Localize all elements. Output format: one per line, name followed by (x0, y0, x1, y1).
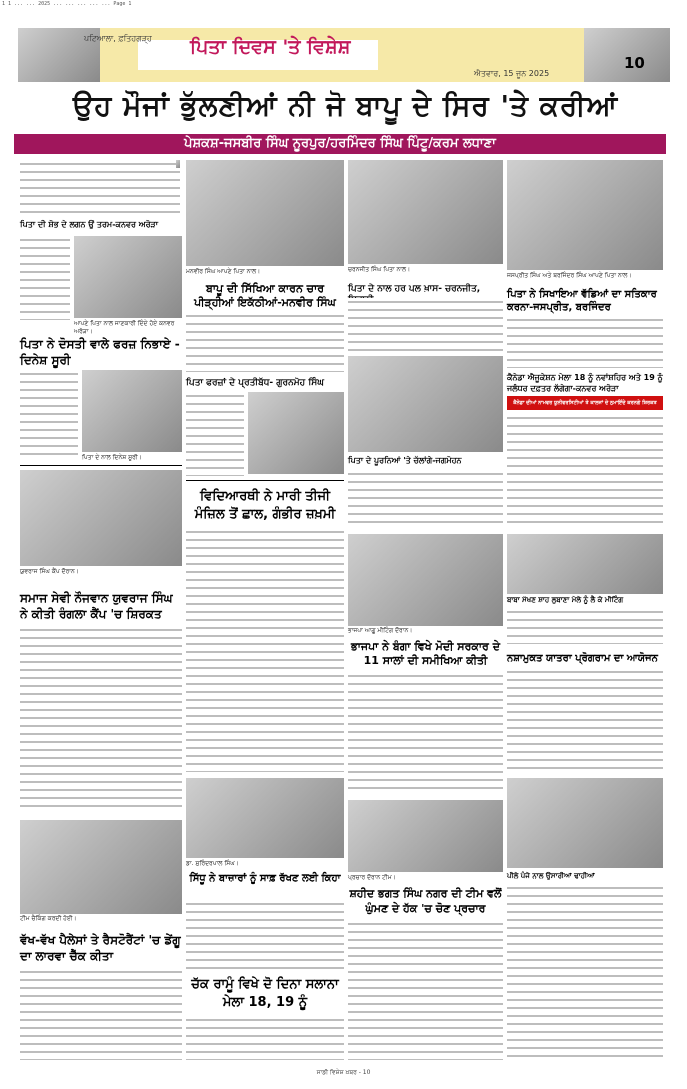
article-text (348, 920, 503, 1060)
headline-campaign: ਸ਼ਹੀਦ ਭਗਤ ਸਿੰਘ ਨਗਰ ਦੀ ਟੀਮ ਵਲੋਂ ਘੁੰਮਣ ਦੇ ਹੱਕ 'ਚ ਚੋਣ ਪ੍ਰਚਾਰ (349, 887, 502, 915)
photo-caption: ਭਾਜਪਾ ਆਗੂ ਮੀਟਿੰਗ ਦੌਰਾਨ। (348, 627, 413, 634)
jagmohan-photo (348, 356, 503, 452)
headline-jaspreet: ਪਿਤਾ ਨੇ ਸਿਖਾਇਆ ਵੱਡਿਆਂ ਦਾ ਸਤਿਕਾਰ ਕਰਨਾ-ਜਸਪ੍ਰੀਤ, ਬਰਜਿੰਦਰ (507, 289, 657, 313)
article-text (186, 900, 344, 970)
photo-caption: ਪਿਤਾ ਦੇ ਨਾਲ ਦਿਨੇਸ਼ ਸੂਰੀ। (82, 454, 142, 461)
manvir-family-photo (186, 160, 344, 266)
headline-father-blessing: ਪਿਤਾ ਦੀ ਸ਼ੋਭ ਦੇ ਲਗਨ ਉਂ ਤਰਮ-ਕਨਵਰ ਅਰੋੜਾ (20, 220, 159, 229)
article-text (348, 470, 503, 526)
banner-date: ਐਤਵਾਰ, 15 ਜੂਨ 2025 (474, 69, 550, 78)
doctor-photo (186, 778, 344, 858)
article-text (20, 236, 70, 320)
divider (20, 465, 182, 466)
photo-caption: ਯੁਵਰਾਜ ਸਿੰਘ ਕੈਂਪ ਦੌਰਾਨ। (20, 568, 79, 575)
article-text (20, 370, 78, 458)
headline-student: ਵਿਦਿਆਰਥੀ ਨੇ ਮਾਰੀ ਤੀਜੀ ਮੰਜ਼ਿਲ ਤੋਂ ਛਾਲ, ਗੰਭੀਰ ਜ਼ਖ਼ਮੀ (194, 489, 336, 522)
headline-mela: ਚੱਕ ਰਾਮੂੰ ਵਿਖੇ ਦੋ ਦਿਨਾ ਸਲਾਨਾ ਮੇਲਾ 18, 19 ਨੂੰ (191, 977, 339, 1010)
gurnmoh-photo (248, 392, 344, 474)
dinesh-suri-photo (82, 370, 182, 452)
red-subhead-banner: ਕੈਨੇਡਾ ਦੀਆਂ ਨਾਮਵਰ ਯੂਨੀਵਰਸਿਟੀਆਂ ਤੇ ਕਾਲਜਾਂ ਦੇ ਨੁਮਾਇੰਦੇ ਕਰਨਗੇ ਸ਼ਿਰਕਤ (507, 396, 663, 410)
article-text (186, 392, 244, 476)
article-text (348, 298, 503, 352)
article-text (348, 672, 503, 792)
photo-caption: ਚਰਨਜੀਤ ਸਿੰਘ ਪਿਤਾ ਨਾਲ। (348, 266, 411, 273)
main-headline: ਉਹ ਮੌਜਾਂ ਭੁੱਲਣੀਆਂ ਨੀ ਜੋ ਬਾਪੂ ਦੇ ਸਿਰ 'ਤੇ ਕਰੀਆਂ (72, 89, 619, 122)
page-footer (0, 1063, 687, 1089)
headline-charanjit: ਪਿਤਾ ਦੇ ਨਾਲ ਹਰ ਪਲ ਖ਼ਾਸ- ਚਰਨਜੀਤ, (348, 284, 481, 294)
headline-dengue: ਵੱਖ-ਵੱਖ ਪੈਲੇਸਾਂ ਤੇ ਰੈਸਟੋਰੈਂਟਾਂ 'ਚ ਡੇਂਗੂ ਦਾ ਲਾਰਵਾ ਚੈੱਕ ਕੀਤਾ (20, 933, 181, 963)
byline-bar: ਪੇਸ਼ਕਸ਼-ਜਸਬੀਰ ਸਿੰਘ ਨੂਰਪੁਰ/ਹਰਮਿੰਦਰ ਸਿੰਘ ਪਿੰਟੂ/ਕਰਮ ਲਧਾਣਾ (14, 134, 666, 154)
charanjit-family-photo (348, 160, 503, 264)
headline-nasha-mukt: ਨਸ਼ਾਮੁਕਤ ਯਾਤਰਾ ਪ੍ਰੋਗਰਾਮ ਦਾ ਆਯੋਜਨ (507, 653, 658, 664)
headline-sidhu: ਸਿੱਧੂ ਨੇ ਬਾਜ਼ਾਰਾਂ ਨੂੰ ਸਾਫ਼ ਰੱਖਣ ਲਈ ਕਿਹਾ (189, 873, 341, 884)
section-tag: ਪਟਿਆਲਾ, ਫ਼ਤਿਹਗੜ੍ਹ (84, 34, 152, 43)
dengue-checking-photo (20, 820, 182, 914)
banner-title: ਪਿਤਾ ਦਿਵਸ 'ਤੇ ਵਿਸ਼ੇਸ਼ (190, 36, 351, 58)
article-text (186, 312, 344, 372)
headline-gurnmoh: ਪਿਤਾ ਫਰਜ਼ਾਂ ਦੇ ਪ੍ਰਤੀਬੱਧ- ਗੁਰਨਮੋਹ ਸਿੰਘ (186, 378, 324, 388)
article-text (507, 884, 663, 1060)
photo-caption: ਜਸਪ੍ਰੀਤ ਸਿੰਘ ਅਤੇ ਬਰਜਿੰਦਰ ਸਿੰਘ ਆਪਣੇ ਪਿਤਾ ਨਾਲ। (507, 272, 632, 279)
photo-caption: ਪ੍ਰਚਾਰ ਦੌਰਾਨ ਟੀਮ। (348, 874, 396, 881)
footer-text: ਸਾਡੀ ਵਿਸ਼ੇਸ਼ ਖ਼ਬਰ - 10 (316, 1069, 371, 1076)
photo-caption: ਡਾ. ਸੁਰਿੰਦਰਪਾਲ ਸਿੰਘ। (186, 860, 239, 867)
photo-caption: ਟੀਮ ਚੈਕਿੰਗ ਕਰਦੀ ਹੋਈ। (20, 915, 77, 922)
yuvraj-camp-photo (20, 470, 182, 566)
jaspreet-family-photo (507, 160, 663, 270)
headline-jagmohan: ਪਿਤਾ ਦੇ ਪੂਰਨਿਆਂ 'ਤੇ ਚੱਲਾਂਗੇ-ਜਗਮੋਹਨ (348, 456, 462, 465)
headline-canada-mela: ਕੈਨੇਡਾ ਐਜੂਕੇਸ਼ਨ ਮੇਲਾ 18 ਨੂੰ ਨਵਾਂਸ਼ਹਿਰ ਅਤੇ 19 ਨੂੰ ਜਲੰਧਰ ਦਫ਼ਤਰ ਲੱਗੇਗਾ-ਕਨਵਰ ਅਰੋੜਾ (507, 373, 663, 393)
article-text (507, 316, 663, 368)
demolition-photo (507, 778, 663, 868)
photo-caption: ਮਨਵੀਰ ਸਿੰਘ ਆਪਣੇ ਪਿਤਾ ਨਾਲ। (186, 268, 261, 275)
headline-yuvraj: ਸਮਾਜ ਸੇਵੀ ਨੌਜਵਾਨ ਯੁਵਰਾਜ ਸਿੰਘ ਨੇ ਕੀਤੀ ਰੰਗਲਾ ਕੈਂਪ 'ਚ ਸ਼ਿਰਕਤ (20, 591, 173, 621)
headline-demolition: ਪੀਲੇ ਪੰਜੇ ਨਾਲ ਉਸਾਰੀਆਂ ਢਾਹੀਆਂ (507, 872, 595, 880)
article-text (20, 160, 180, 216)
campaign-photo (348, 800, 503, 872)
article-text (507, 414, 663, 526)
article-text (186, 1016, 344, 1060)
page-number: 10 (624, 54, 645, 72)
kanwar-arora-photo (74, 236, 182, 318)
photo-caption: ਆਪਣੇ ਪਿਤਾ ਨਾਲ ਜਾਣਕਾਰੀ ਦਿੰਦੇ ਹੋਏ ਕਨਵਰ ਅਰੋੜਾ। (74, 320, 175, 335)
article-text (20, 626, 182, 812)
meeting-photo (507, 534, 663, 594)
article-text (186, 528, 344, 772)
print-meta: 1 1 ... ... 2025 ... ... ... ... ... Page 1 (2, 1, 132, 7)
headline-bjp: ਭਾਜਪਾ ਨੇ ਬੰਗਾ ਵਿਖੇ ਮੋਦੀ ਸਰਕਾਰ ਦੇ 11 ਸਾਲਾਂ ਦੀ ਸਮੀਖਿਆ ਕੀਤੀ (351, 640, 500, 667)
headline-baba-makhan: ਬਾਬਾ ਮੱਖਣ ਸ਼ਾਹ ਲੁਬਾਣਾ ਮੇਲੇ ਨੂੰ ਲੈ ਕੇ ਮੀਟਿੰਗ (507, 596, 624, 604)
headline-manvir: ਬਾਪੂ ਦੀ ਸਿੱਖਿਆ ਕਾਰਨ ਚਾਰ ਪੀੜ੍ਹੀਆਂ ਇਕੱਠੀਆਂ-ਮਨਵੀਰ ਸਿੰਘ (194, 282, 336, 309)
article-text (507, 668, 663, 772)
headline-dinesh-suri: ਪਿਤਾ ਨੇ ਦੋਸਤੀ ਵਾਲੇ ਫਰਜ਼ ਨਿਭਾਏ - ਦਿਨੇਸ਼ ਸੂਰੀ (20, 337, 180, 367)
divider (186, 480, 344, 481)
bjp-meeting-photo (348, 534, 503, 626)
article-text (507, 608, 663, 644)
article-text (20, 968, 182, 1060)
photo (176, 160, 180, 168)
